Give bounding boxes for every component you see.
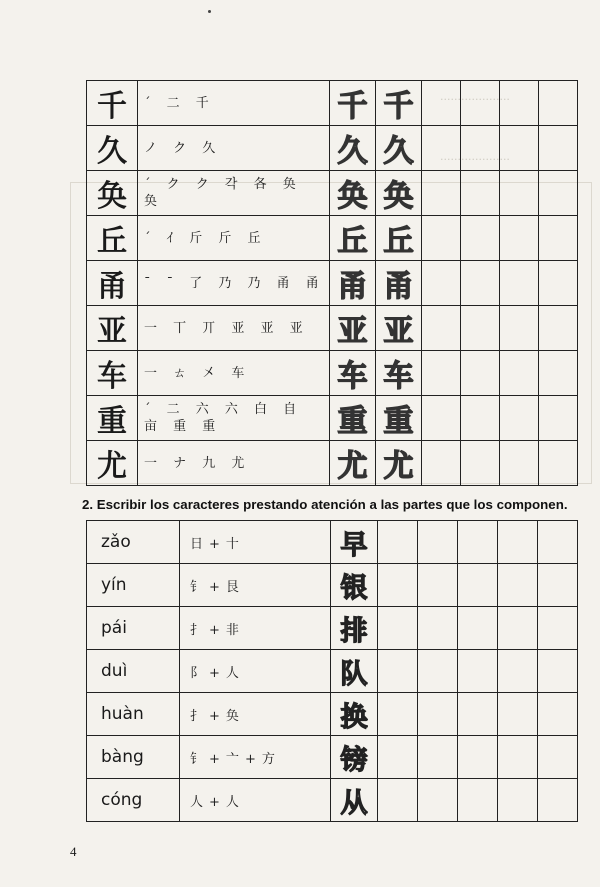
practice-cell[interactable] (422, 216, 461, 261)
practice-cell[interactable] (498, 521, 538, 564)
practice-cell[interactable] (539, 216, 578, 261)
plus-sign: + (244, 751, 256, 767)
component-part: 阝 (190, 665, 204, 681)
stroke-sequence: ˊ ク ク 각 各 奂 奂 (138, 171, 330, 216)
trace-character: 奂 (383, 179, 414, 214)
pinyin: duì (87, 650, 180, 693)
trace-character: 千 (383, 89, 414, 124)
practice-cell[interactable] (539, 351, 578, 396)
component-part: 人 (225, 794, 239, 810)
trace-character: 亚 (337, 314, 368, 349)
practice-cell[interactable] (500, 261, 539, 306)
practice-cell[interactable] (500, 396, 539, 441)
character: 丘 (87, 216, 138, 261)
practice-cell[interactable] (422, 81, 461, 126)
components (180, 564, 331, 607)
outline-character: 镑 (331, 736, 378, 779)
character: 重 (87, 396, 138, 441)
trace-character: 亚 (383, 314, 414, 349)
practice-cell[interactable] (538, 564, 578, 607)
practice-cell[interactable] (461, 81, 500, 126)
stroke-row (87, 306, 578, 351)
trace-character: 千 (337, 89, 368, 124)
practice-cell[interactable] (500, 441, 539, 486)
practice-cell[interactable] (422, 306, 461, 351)
practice-cell[interactable] (500, 351, 539, 396)
practice-cell[interactable] (378, 693, 418, 736)
page-speck (208, 10, 211, 13)
component-part: 奂 (225, 708, 239, 724)
character: 尤 (87, 441, 138, 486)
character: 亚 (87, 306, 138, 351)
practice-cell[interactable] (422, 261, 461, 306)
practice-cell[interactable] (418, 736, 458, 779)
plus-sign: + (209, 751, 220, 767)
component-row (87, 650, 578, 693)
practice-cell[interactable] (538, 779, 578, 822)
practice-cell[interactable] (500, 306, 539, 351)
component-row (87, 779, 578, 822)
practice-cell[interactable] (539, 126, 578, 171)
practice-cell[interactable] (539, 306, 578, 351)
components (180, 521, 331, 564)
practice-cell[interactable] (422, 171, 461, 216)
components (180, 693, 331, 736)
component-part: 人 (225, 665, 239, 681)
practice-cell[interactable] (539, 261, 578, 306)
practice-cell[interactable] (461, 126, 500, 171)
component-part: 人 (190, 794, 204, 810)
practice-cell[interactable] (418, 693, 458, 736)
plus-sign: + (209, 665, 220, 681)
practice-cell[interactable] (498, 607, 538, 650)
trace-character: 久 (383, 134, 414, 169)
pinyin: zǎo (87, 521, 180, 564)
practice-cell[interactable] (538, 650, 578, 693)
practice-cell[interactable] (458, 693, 498, 736)
section-heading: 2. Escribir los caracteres prestando atención a las partes que los componen. (82, 497, 568, 512)
stroke-sequence: ˊ 二 千 (138, 81, 330, 126)
stroke-row (87, 171, 578, 216)
stroke-order-table (86, 80, 578, 486)
practice-cell[interactable] (422, 441, 461, 486)
practice-cell[interactable] (458, 650, 498, 693)
stroke-sequence: 一 丅 丌 亚 亚 亚 (138, 306, 330, 351)
practice-cell[interactable] (500, 216, 539, 261)
pinyin: pái (87, 607, 180, 650)
character: 奂 (87, 171, 138, 216)
outline-character: 换 (331, 693, 378, 736)
practice-cell[interactable] (461, 261, 500, 306)
plus-sign: + (209, 536, 220, 552)
outline-character: 银 (331, 564, 378, 607)
trace-character: 奂 (337, 179, 368, 214)
components (180, 779, 331, 822)
components (180, 607, 331, 650)
stroke-sequence: ノ ク 久 (138, 126, 330, 171)
plus-sign: + (209, 794, 220, 810)
outline-character: 早 (331, 521, 378, 564)
practice-cell[interactable] (461, 306, 500, 351)
trace-character: 甬 (337, 269, 368, 304)
component-part: 钅 (190, 751, 204, 767)
outline-character: 队 (331, 650, 378, 693)
page-number: 4 (70, 844, 77, 859)
practice-cell[interactable] (498, 736, 538, 779)
component-row (87, 693, 578, 736)
practice-cell[interactable] (378, 521, 418, 564)
outline-character: 排 (331, 607, 378, 650)
character: 车 (87, 351, 138, 396)
component-part: 亠 (225, 751, 239, 767)
practice-cell[interactable] (422, 396, 461, 441)
component-row (87, 564, 578, 607)
pinyin: huàn (87, 693, 180, 736)
bleed-text: .................... (440, 90, 510, 103)
outline-character: 从 (331, 779, 378, 822)
practice-cell[interactable] (422, 126, 461, 171)
practice-cell[interactable] (378, 607, 418, 650)
practice-cell[interactable] (418, 607, 458, 650)
stroke-sequence: 一 ナ 九 尤 (138, 441, 330, 486)
practice-cell[interactable] (500, 126, 539, 171)
character: 甬 (87, 261, 138, 306)
component-part: 方 (261, 751, 275, 767)
practice-cell[interactable] (418, 779, 458, 822)
stroke-sequence: ˊ 二 六 六 白 自 亩 重 重 (138, 396, 330, 441)
stroke-row (87, 351, 578, 396)
plus-sign: + (209, 579, 220, 595)
stroke-row (87, 81, 578, 126)
component-part: 扌 (190, 708, 204, 724)
practice-cell[interactable] (418, 564, 458, 607)
practice-cell[interactable] (461, 216, 500, 261)
practice-cell[interactable] (422, 351, 461, 396)
component-part: 扌 (190, 622, 204, 638)
component-part: 钅 (190, 579, 204, 595)
stroke-row (87, 216, 578, 261)
pinyin: cóng (87, 779, 180, 822)
stroke-sequence: ˉ ˉ 了 乃 乃 甬 甬 (138, 261, 330, 306)
practice-cell[interactable] (538, 521, 578, 564)
stroke-row (87, 396, 578, 441)
character: 久 (87, 126, 138, 171)
component-part: 日 (190, 536, 204, 552)
stroke-row (87, 261, 578, 306)
character: 千 (87, 81, 138, 126)
component-row (87, 521, 578, 564)
component-row (87, 736, 578, 779)
practice-cell[interactable] (461, 351, 500, 396)
practice-cell[interactable] (461, 441, 500, 486)
trace-character: 尤 (337, 449, 368, 484)
practice-cell[interactable] (539, 396, 578, 441)
components (180, 650, 331, 693)
pinyin: yín (87, 564, 180, 607)
practice-cell[interactable] (418, 650, 458, 693)
practice-cell[interactable] (378, 736, 418, 779)
trace-character: 车 (337, 359, 368, 394)
practice-cell[interactable] (458, 521, 498, 564)
bleed-text: .................... (440, 150, 510, 163)
practice-cell[interactable] (538, 736, 578, 779)
practice-cell[interactable] (498, 693, 538, 736)
component-row (87, 607, 578, 650)
practice-cell[interactable] (539, 441, 578, 486)
practice-cell[interactable] (378, 650, 418, 693)
trace-character: 丘 (383, 224, 414, 259)
practice-cell[interactable] (378, 779, 418, 822)
practice-cell[interactable] (538, 693, 578, 736)
practice-cell[interactable] (538, 607, 578, 650)
stroke-row (87, 441, 578, 486)
practice-cell[interactable] (500, 81, 539, 126)
practice-cell[interactable] (458, 564, 498, 607)
practice-cell[interactable] (458, 779, 498, 822)
trace-character: 重 (383, 404, 414, 439)
trace-character: 丘 (337, 224, 368, 259)
practice-cell[interactable] (539, 171, 578, 216)
component-table (86, 520, 578, 822)
practice-cell[interactable] (461, 396, 500, 441)
practice-cell[interactable] (498, 650, 538, 693)
practice-cell[interactable] (498, 779, 538, 822)
component-part: 非 (225, 622, 239, 638)
trace-character: 重 (337, 404, 368, 439)
practice-cell[interactable] (498, 564, 538, 607)
trace-character: 尤 (383, 449, 414, 484)
trace-character: 久 (337, 134, 368, 169)
pinyin: bàng (87, 736, 180, 779)
practice-cell[interactable] (461, 171, 500, 216)
practice-cell[interactable] (500, 171, 539, 216)
plus-sign: + (209, 708, 220, 724)
trace-character: 车 (383, 359, 414, 394)
components (180, 736, 331, 779)
plus-sign: + (209, 622, 220, 638)
practice-cell[interactable] (418, 521, 458, 564)
stroke-row (87, 126, 578, 171)
component-part: 十 (225, 536, 239, 552)
practice-cell[interactable] (458, 736, 498, 779)
stroke-sequence: 一 ㄊ 㐅 车 (138, 351, 330, 396)
stroke-sequence: ˊ ｲ 斤 斤 丘 (138, 216, 330, 261)
practice-cell[interactable] (378, 564, 418, 607)
trace-character: 甬 (383, 269, 414, 304)
practice-cell[interactable] (458, 607, 498, 650)
practice-cell[interactable] (539, 81, 578, 126)
component-part: 艮 (225, 579, 239, 595)
